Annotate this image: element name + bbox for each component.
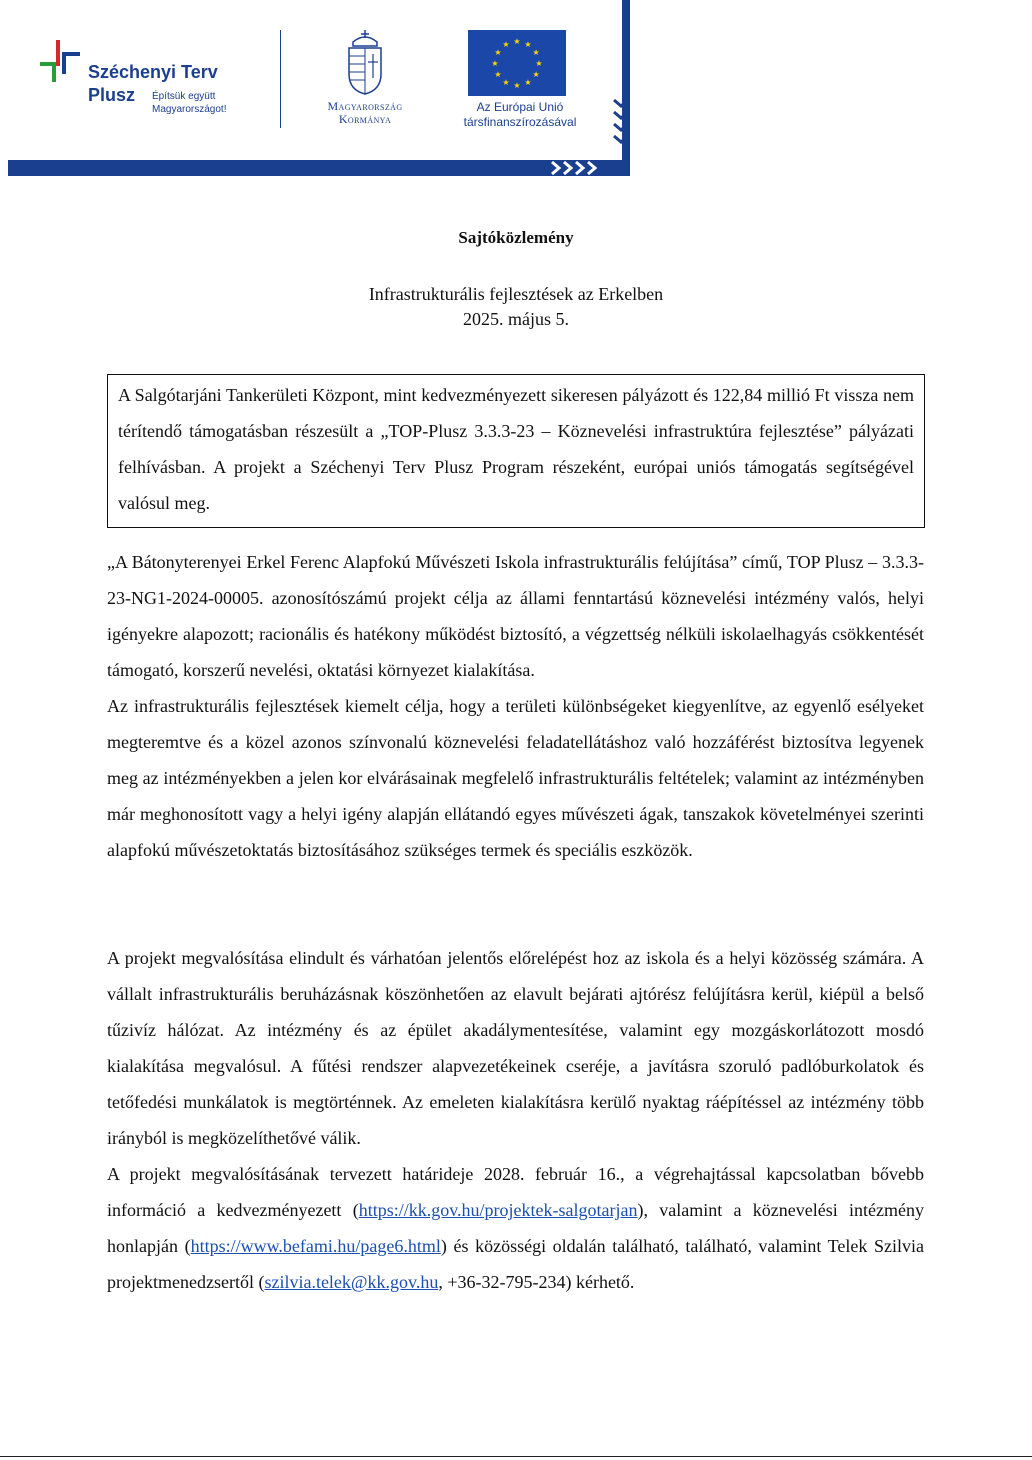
- link-email[interactable]: szilvia.telek@kk.gov.hu: [264, 1272, 439, 1292]
- eu-star: ★: [513, 81, 521, 90]
- eu-star: ★: [524, 78, 532, 88]
- eu-star: ★: [535, 59, 543, 68]
- eu-star: ★: [494, 70, 502, 79]
- szechenyi-slogan: Építsük együtt Magyarországot!: [152, 91, 227, 115]
- document-title: Sajtóközlemény: [458, 228, 574, 247]
- paragraph-text: Az infrastrukturális fejlesztések kiemelt célja, hogy a területi különbségeket kiegyenlítve, az egyenlő esélyeket megteremtve és a közel azonos színvonalú köznevelési feladatellátáshoz való hozzáférést biztosítva legyenek meg az intézményekben a jelen kor elvárásainak megfelelő infrastrukturális feltételek; valamint az intézményben már meghonosított vagy a helyi igény alapján ellátandó egyes művészeti ágak, tanszakok követelményei szerinti alapfokú művészetoktatás biztosításához szükséges termek és speciális eszközök.: [107, 696, 924, 860]
- paragraph-text: „A Bátonyterenyei Erkel Ferenc Alapfokú Művészeti Iskola infrastrukturális felújítása” című, TOP Plusz – 3.3.3-23-NG1-2024-00005. azonosítószámú projekt célja az állami fenntartású köznevelési intézmény valós, helyi igényekre alapozott; racionális és hatékony működést biztosító, a végzettség nélküli iskolaelhagyás csökkentését támogató, korszerű nevelési, oktatási környezet kialakítása.: [107, 552, 924, 680]
- header-band-bottom: [8, 160, 630, 176]
- link-befami[interactable]: https://www.befami.hu/page6.html: [190, 1236, 441, 1256]
- header-divider: [280, 30, 281, 128]
- eu-star: ★: [502, 78, 510, 88]
- subtitle-heading: Infrastrukturális fejlesztések az Erkelben: [368, 284, 664, 304]
- hungarian-crest-icon: [345, 30, 385, 96]
- eu-logo: [460, 28, 580, 138]
- header-band-right: [622, 0, 630, 176]
- summary-box: A Salgótarjáni Tankerületi Központ, mint kedvezményezett sikeresen pályázott és 122,84 millió Ft vissza nem térítendő támogatásban részesült a „TOP-Plusz 3.3.3-23 – Köznevelési infrastruktúra fejlesztése” pályázati felhívásban. A projekt a Széchenyi Terv Plusz Program részeként, európai uniós támogatás segítségével valósul meg.: [107, 374, 925, 528]
- subtitle-date: 2025. május 5.: [463, 309, 569, 329]
- document-subtitle: [0, 282, 1032, 332]
- paragraph-implementation: [107, 940, 924, 1300]
- paragraph-project-goal: [107, 544, 924, 868]
- eu-star: ★: [524, 39, 532, 49]
- eu-star: ★: [494, 48, 502, 57]
- szechenyi-logo: [40, 38, 280, 138]
- eu-text: Az Európai Unió társfinanszírozásával: [463, 100, 577, 129]
- szechenyi-plusz: Plusz: [88, 85, 136, 105]
- eu-flag-icon: [468, 30, 566, 96]
- eu-star: ★: [491, 59, 499, 68]
- szechenyi-title: Széchenyi Terv: [88, 62, 218, 82]
- eu-star: ★: [532, 48, 540, 57]
- link-kk-projects[interactable]: https://kk.gov.hu/projektek-salgotarjan: [358, 1200, 638, 1220]
- eu-star: ★: [502, 39, 510, 49]
- paragraph-text: A projekt megvalósítása elindult és várhatóan jelentős előrelépést hoz az iskola és a helyi közösség számára. A vállalt infrastrukturális beruházásnak köszönhetően az elavult bejárati ajtórész felújításra kerül, kiépül a belső tűzivíz hálózat. Az intézmény és az épület akadálymentesítése, valamint egy mozgáskorlátozott mosdó kialakítása megvalósul. A fűtési rendszer alapvezetékeinek cseréje, a javításra szoruló padlóburkolatok és tetőfedési munkálatok is megtörténnek. Az emeleten kialakításra kerülő nyaktag ráépítéssel az intézmény több irányból is megközelíthetővé válik.: [107, 948, 924, 1148]
- government-logo: [300, 28, 430, 138]
- eu-star: ★: [532, 70, 540, 79]
- paragraph-contact: A projekt megvalósításának tervezett határideje 2028. február 16., a végrehajtással kapcsolatban bővebb információ a kedvezményezett (https://kk.gov.hu/projektek-salgotarjan), valamint a köznevelési intézmény honlapján (https://www.befami.hu/page6.html) és közösségi oldalán található, található, valamint Telek Szilvia projektmenedzsertől (szilvia.telek@kk.gov.hu, +36-32-795-234) kérhető.: [107, 1164, 924, 1292]
- eu-star: ★: [513, 37, 521, 46]
- government-text: Magyarország Kormánya: [327, 99, 403, 126]
- footer-line: [0, 1456, 1032, 1457]
- chevron-right-icon: [550, 160, 600, 176]
- szechenyi-cross-icon: [40, 40, 80, 92]
